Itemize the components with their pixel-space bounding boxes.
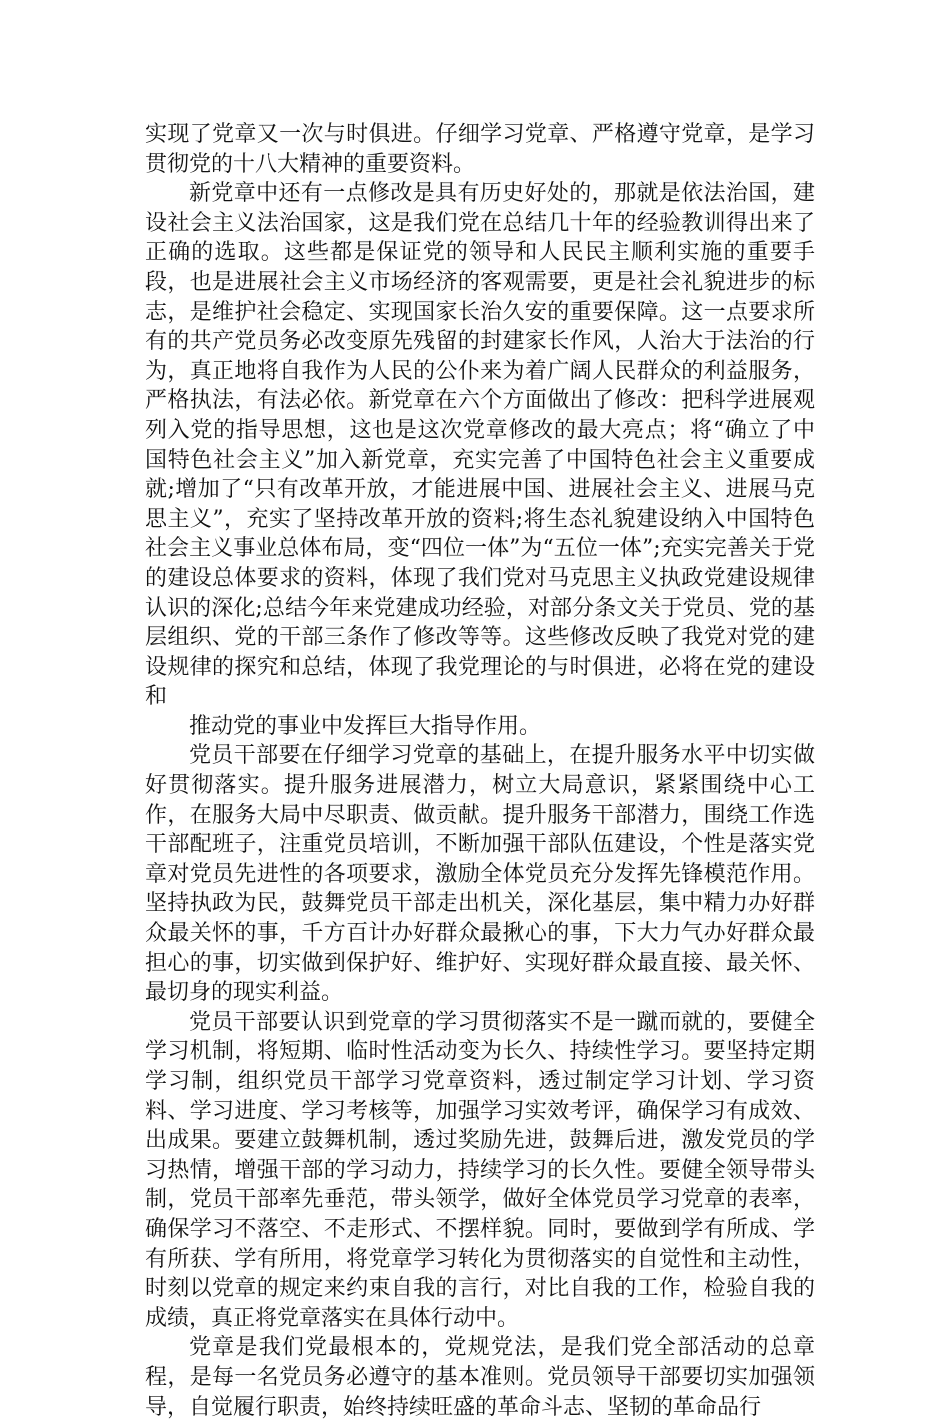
document-body [145,120,815,1422]
paragraph-6: 党章是我们党最根本的，党规党法，是我们党全部活动的总章程，是每一名党员务必遵守的基本准则。党员领导干部要切实加强领导，自觉履行职责，始终持续旺盛的革命斗志、坚韧的革命品行 [145,1335,815,1420]
paragraph-3: 推动党的事业中发挥巨大指导作用。 [189,713,542,739]
paragraph-5: 党员干部要认识到党章的学习贯彻落实不是一蹴而就的，要健全学习机制，将短期、临时性活动变为长久、持续性学习。要坚持定期学习制，组织党员干部学习党章资料，透过制定学习计划、学习资料、学习进度、学习考核等，加强学习实效考评，确保学习有成效、出成果。要建立鼓舞机制，透过奖励先进，鼓舞后进，激发党员的学习热情，增强干部的学习动力，持续学习的长久性。要健全领导带头制，党员干部率先垂范，带头领学，做好全体党员学习党章的表率，确保学习不落空、不走形式、不摆样貌。同时，要做到学有所成、学有所获、学有所用，将党章学习转化为贯彻落实的自觉性和主动性，时刻以党章的规定来约束自我的言行，对比自我的工作，检验自我的成绩，真正将党章落实在具体行动中。 [145,1009,815,1331]
paragraph-4: 党员干部要在仔细学习党章的基础上，在提升服务水平中切实做好贯彻落实。提升服务进展潜力，树立大局意识，紧紧围绕中心工作，在服务大局中尽职责、做贡献。提升服务干部潜力，围绕工作选干部配班子，注重党员培训，不断加强干部队伍建设，个性是落实党章对党员先进性的各项要求，激励全体党员充分发挥先锋模范作用。坚持执政为民，鼓舞党员干部走出机关，深化基层，集中精力办好群众最关怀的事，千方百计办好群众最揪心的事，下大力气办好群众最担心的事，切实做到保护好、维护好、实现好群众最直接、最关怀、最切身的现实利益。 [145,743,815,1006]
paragraph-2: 新党章中还有一点修改是具有历史好处的，那就是依法治国，建设社会主义法治国家，这是我们党在总结几十年的经验教训得出来了正确的选取。这些都是保证党的领导和人民民主顺利实施的重要手段，也是进展社会主义市场经济的客观需要，更是社会礼貌进步的标志，是维护社会稳定、实现国家长治久安的重要保障。这一点要求所有的共产党员务必改变原先残留的封建家长作风，人治大于法治的行为，真正地将自我作为人民的公仆来为着广阔人民群众的利益服务，严格执法，有法必依。新党章在六个方面做出了修改：把科学进展观列入党的指导思想，这也是这次党章修改的最大亮点；将“确立了中国特色社会主义”加入新党章，充实完善了中国特色社会主义重要成就;增加了“只有改革开放，才能进展中国、进展社会主义、进展马克思主义”，充实了坚持改革开放的资料;将生态礼貌建设纳入中国特色社会主义事业总体布局，变“四位一体”为“五位一体”;充实完善关于党的建设总体要求的资料，体现了我们党对马克思主义执政党建设规律认识的深化;总结今年来党建成功经验，对部分条文关于党员、党的基层组织、党的干部三条作了修改等等。这些修改反映了我党对党的建设规律的探究和总结，体现了我党理论的与时俱进，必将在党的建设和 [145,181,815,710]
paragraph-1: 实现了党章又一次与时俱进。仔细学习党章、严格遵守党章，是学习贯彻党的十八大精神的重要资料。 [145,122,815,177]
